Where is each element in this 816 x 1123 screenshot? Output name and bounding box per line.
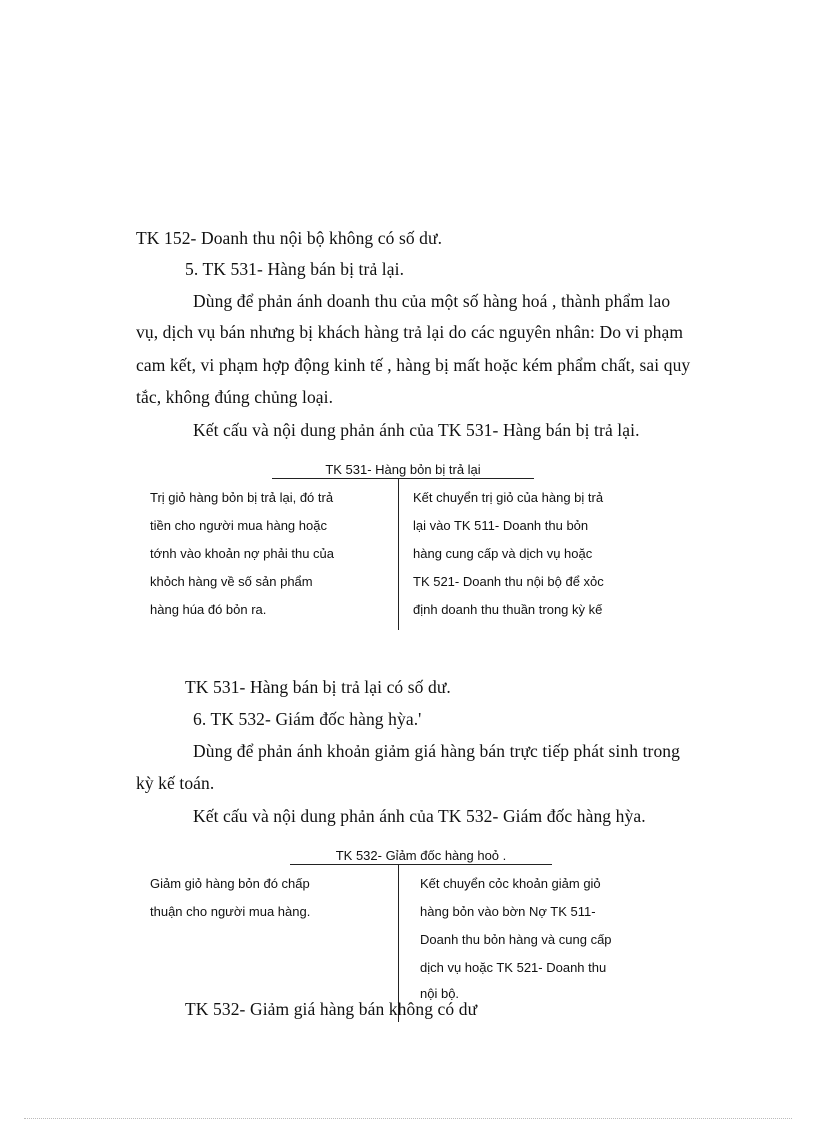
t-531-debit-line: Trị giỏ hàng bỏn bị trả lại, đó trả: [150, 490, 334, 505]
t-account-531-title: TK 531- Hàng bỏn bị trả lại: [272, 462, 534, 479]
section-heading-531: 5. TK 531- Hàng bán bị trả lại.: [185, 259, 405, 279]
text-line: Kết cấu và nội dung phản ánh của TK 531- Hàng bán bị trả lại.: [193, 420, 640, 440]
text-line: Kết cấu và nội dung phản ánh của TK 532- Giám đốc hàng hỳa.: [193, 806, 646, 826]
text-line: kỳ kế toán.: [136, 773, 215, 793]
t-531-debit-line: hàng húa đó bỏn ra.: [150, 602, 267, 617]
text-line: TK 152- Doanh thu nội bộ không có số dư.: [136, 228, 443, 248]
t-531-debit-line: khỏch hàng về số sản phẩm: [150, 574, 313, 589]
t-532-debit-line: Giảm giỏ hàng bỏn đó chấp: [150, 876, 310, 891]
text-line: cam kết, vi phạm hợp động kinh tế , hàng bị mất hoặc kém phẩm chất, sai quy: [136, 355, 691, 375]
t-532-credit-line: hàng bỏn vào bờn Nợ TK 511-: [420, 904, 596, 919]
t-531-credit-line: TK 521- Doanh thu nội bộ để xỏc: [413, 574, 604, 589]
t-532-credit-line: Doanh thu bỏn hàng và cung cấp: [420, 932, 612, 947]
t-532-credit-line: dịch vụ hoặc TK 521- Doanh thu: [420, 960, 607, 975]
text-line: vụ, dịch vụ bán nhưng bị khách hàng trả lại do các nguyên nhân: Do vi phạm: [136, 322, 684, 342]
t-531-debit-line: tớnh vào khoản nợ phải thu của: [150, 546, 335, 561]
t-531-debit-line: tiền cho người mua hàng hoặc: [150, 518, 327, 533]
t-531-credit-line: Kết chuyển trị giỏ của hàng bị trả: [413, 490, 604, 505]
t-531-credit-line: định doanh thu thuần trong kỳ kế: [413, 602, 603, 617]
t-532-debit-line: thuận cho người mua hàng.: [150, 904, 311, 919]
section-heading-532: 6. TK 532- Giám đốc hàng hỳa.': [193, 709, 422, 729]
text-line: Dùng để phản ánh khoản giảm giá hàng bán trực tiếp phát sinh trong: [193, 741, 681, 761]
text-line: TK 531- Hàng bán bị trả lại có số dư.: [185, 677, 451, 697]
t-531-credit-line: lại vào TK 511- Doanh thu bỏn: [413, 518, 589, 533]
t-532-credit-line: Kết chuyển cỏc khoản giảm giỏ: [420, 876, 601, 891]
page-footer-rule: [24, 1118, 792, 1119]
t-account-532-title: TK 532- Gỉảm đốc hàng hoỏ .: [290, 848, 552, 865]
text-line: tắc, không đúng chủng loại.: [136, 387, 334, 407]
t-531-credit-line: hàng cung cấp và dịch vụ hoặc: [413, 546, 593, 561]
t-532-credit-line: nội bộ.: [420, 986, 460, 1001]
t-account-531-divider: [398, 478, 399, 630]
text-line: Dùng để phản ánh doanh thu của một số hàng hoá , thành phẩm lao: [193, 291, 671, 311]
text-line: TK 532- Giảm giá hàng bán không có dư: [185, 999, 478, 1019]
